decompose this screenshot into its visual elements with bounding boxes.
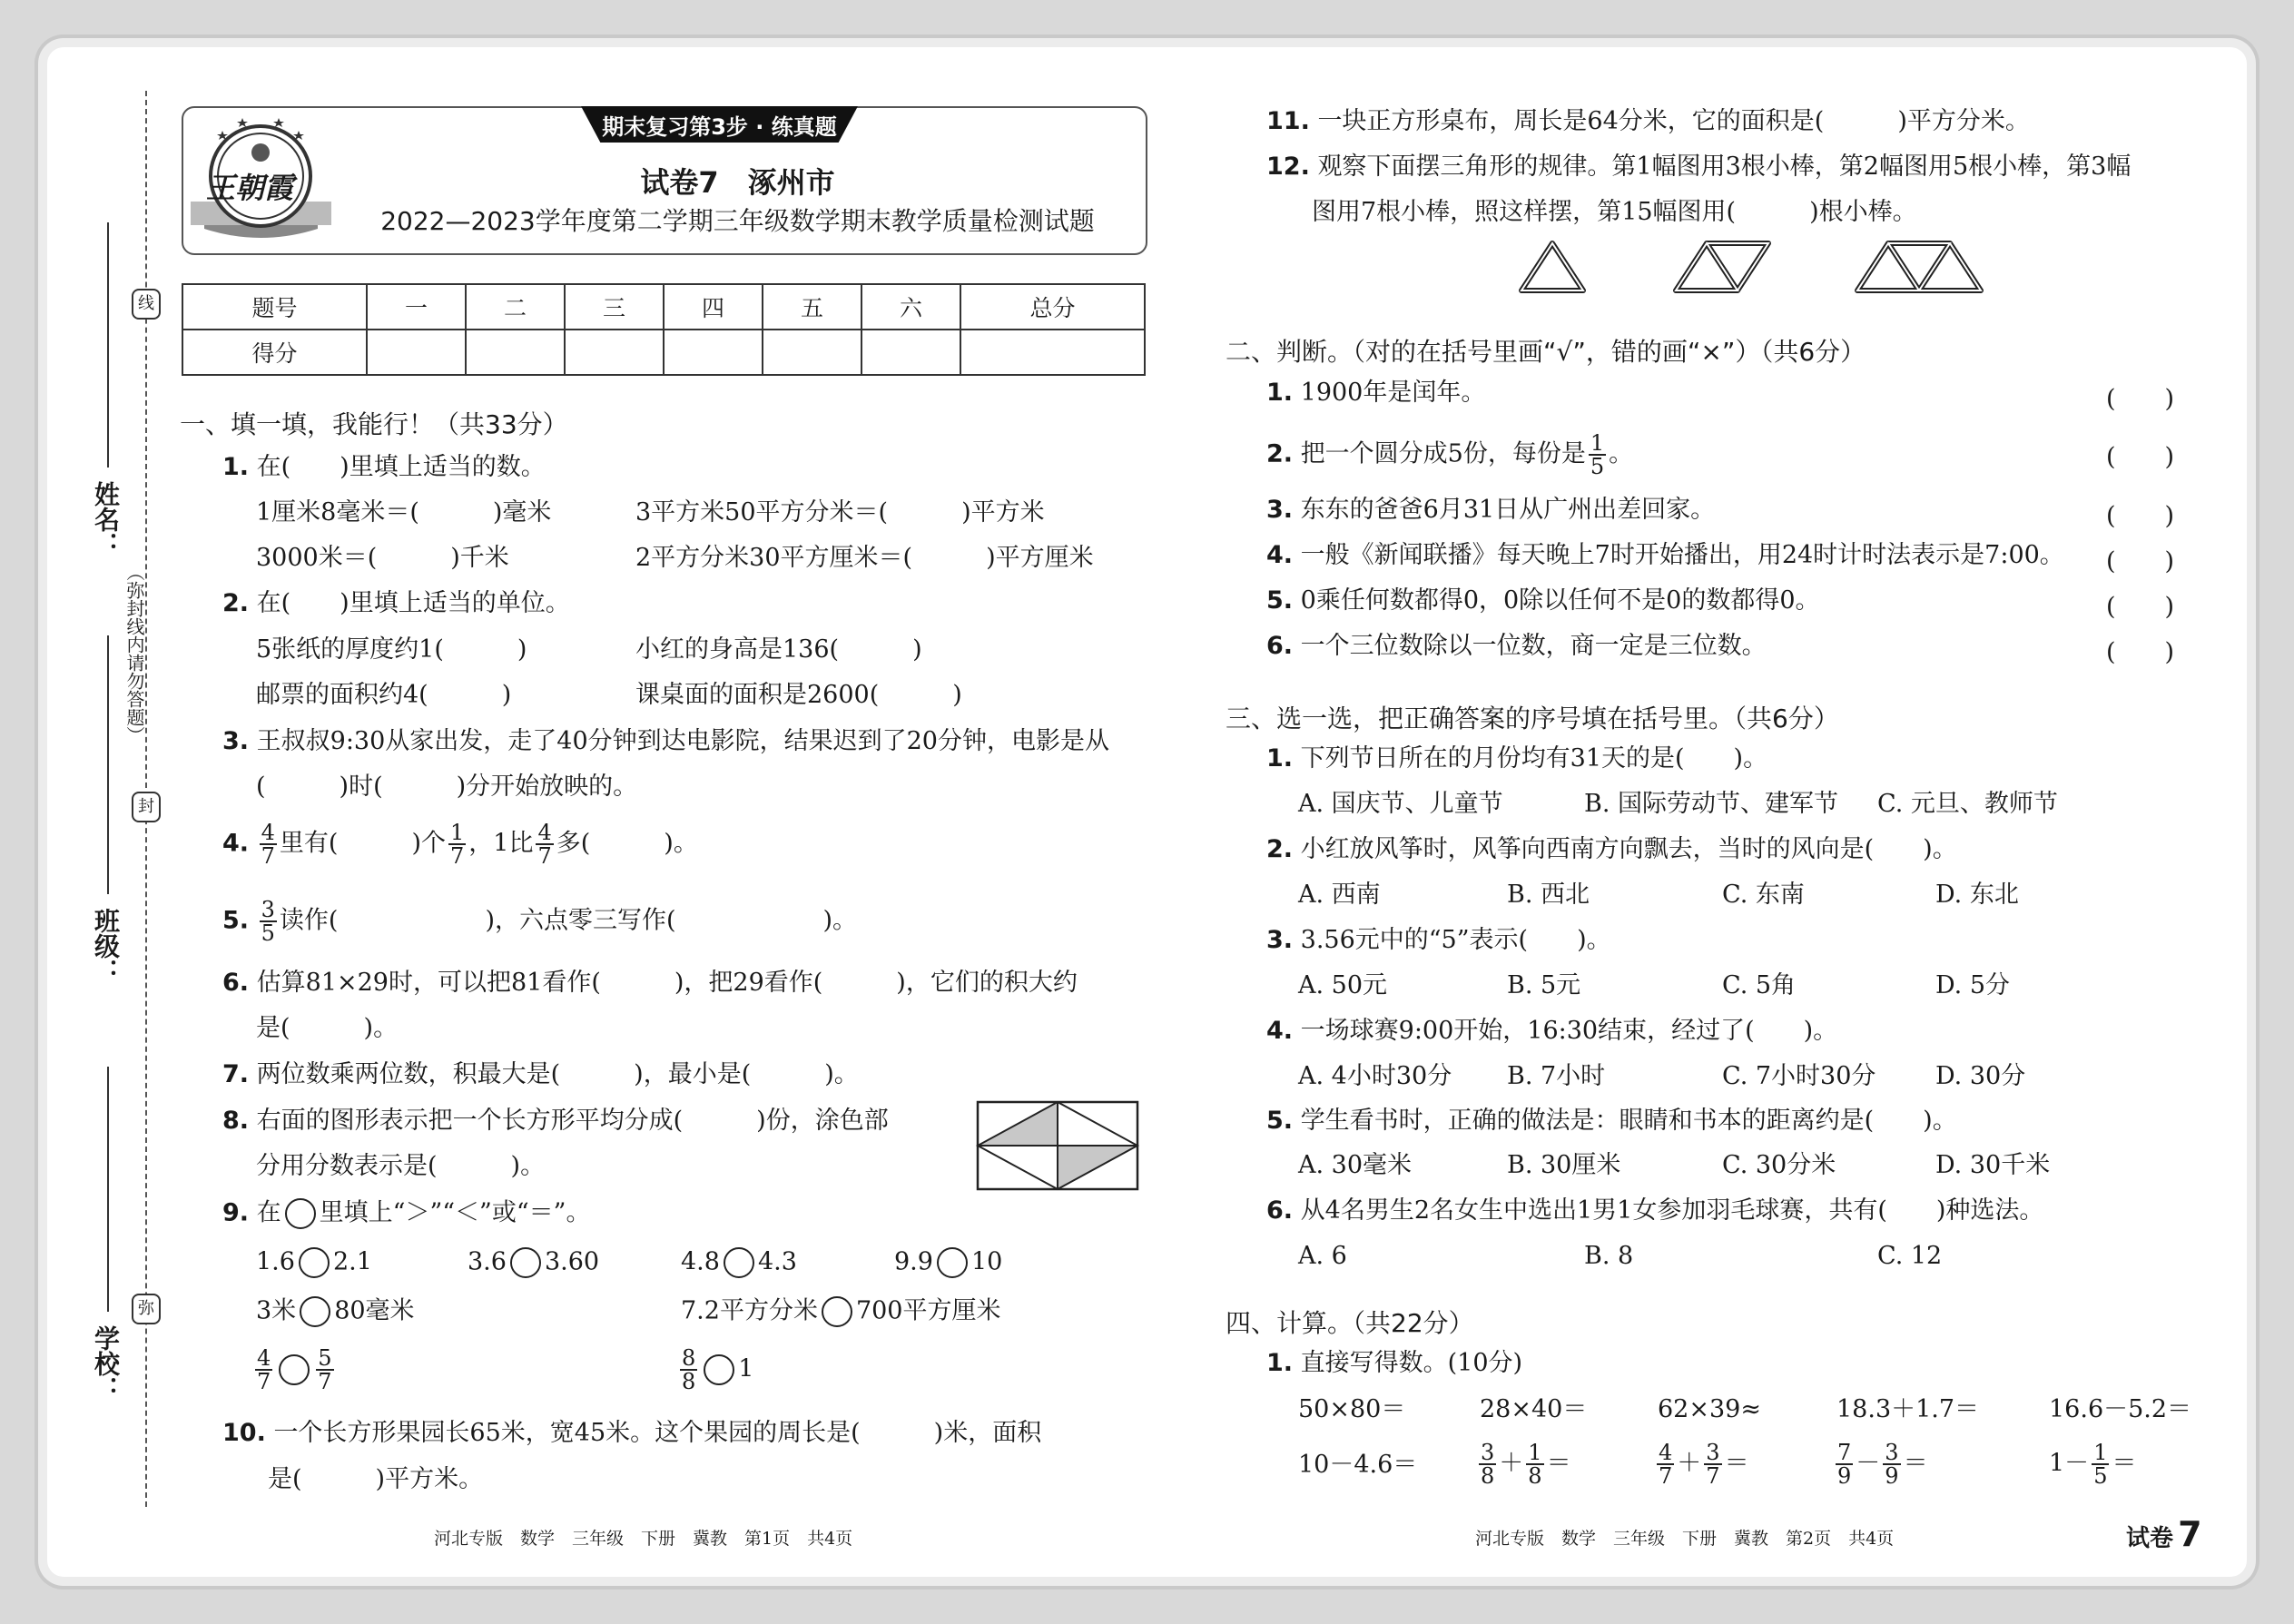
score-cell[interactable]: [763, 330, 861, 375]
q6-number: 6.: [222, 969, 250, 997]
q4-fraction-1-num: 4: [261, 820, 275, 845]
calc-item: 18.3＋1.7＝: [1836, 1395, 1980, 1423]
q2: [222, 589, 570, 618]
q4-fraction-3-den: 7: [537, 843, 552, 869]
choice-6-option-c: C. 12: [1877, 1242, 1943, 1270]
left-footer: 河北专版 数学 三年级 下册 冀教 第1页 共4页: [434, 1529, 853, 1549]
calc-fraction-num: 1: [1528, 1440, 1542, 1465]
q9-number: 9.: [222, 1198, 250, 1227]
q10-line1: 一个长方形果园长65米，宽45米。这个果园的周长是( )米，面积: [273, 1419, 1042, 1447]
q9-item-2: [468, 1247, 599, 1278]
q12-line1: 观察下面摆三角形的规律。第1幅图用3根小棒，第2幅图用5根小棒，第3幅: [1317, 153, 2132, 181]
q5-fraction-den: 5: [261, 920, 275, 946]
triangle-pattern-2: [1670, 238, 1779, 300]
calc-item: 50×80＝: [1298, 1395, 1406, 1423]
choice-3-number: 3.: [1266, 926, 1294, 954]
score-header-cell: 五: [763, 284, 861, 330]
q2-a: 5张纸的厚度约1( ): [256, 635, 527, 664]
calc-item: 10－4.6＝: [1298, 1451, 1418, 1479]
choice-1-option-c: C. 元旦、教师节: [1877, 790, 2058, 818]
q5-text: 读作( )，六点零三写作( )。: [279, 906, 858, 935]
q2-c: 邮票的面积约4( ): [256, 681, 512, 709]
q9: [222, 1198, 590, 1229]
choice-5-number: 5.: [1266, 1107, 1294, 1135]
circle-blank[interactable]: [704, 1354, 734, 1385]
school-field[interactable]: [107, 1067, 109, 1312]
brand-logo-text: 王朝霞: [206, 171, 294, 205]
circle-blank[interactable]: [937, 1247, 968, 1278]
q4-fraction-3: [536, 822, 553, 867]
q1-d: 2平方分米30平方厘米＝( )平方厘米: [635, 544, 1094, 572]
q1-text: 在( )里填上适当的数。: [256, 453, 546, 481]
calc-fraction: [1526, 1442, 1543, 1487]
q7-text: 两位数乘两位数，积最大是( )，最小是( )。: [256, 1060, 859, 1088]
choice-3-question: 3.56元中的“5”表示( )。: [1300, 926, 1611, 954]
q9-item-7-right-den: 7: [318, 1369, 332, 1394]
q12: [1266, 153, 2131, 182]
q11: [1266, 107, 2030, 136]
choice-3-option-a: A. 50元: [1298, 971, 1388, 999]
judge-2-tail: 。: [1609, 439, 1634, 468]
score-header-cell: 总分: [960, 284, 1145, 330]
q9-item-7-right: [316, 1347, 333, 1393]
calc-equals: ＝: [1546, 1449, 1571, 1478]
section-2-title: 二、判断。（对的在括号里画“√”，错的画“×”）（共6分）: [1226, 337, 1866, 367]
q9-item-7-right-num: 5: [318, 1345, 332, 1371]
page-number: 7: [2178, 1514, 2202, 1554]
calc-item: 28×40＝: [1480, 1395, 1588, 1423]
circle-blank[interactable]: [510, 1247, 541, 1278]
q9-item-4: [894, 1247, 1002, 1278]
q4-part-3: 多( )。: [556, 829, 698, 858]
school-label: 学校：: [91, 1325, 121, 1402]
calc-item-fraction: [2049, 1442, 2136, 1487]
choice-2-option-c: C. 东南: [1722, 881, 1805, 909]
class-field[interactable]: [107, 635, 109, 894]
q12-line2: 图用7根小棒，照这样摆，第15幅图用( )根小棒。: [1312, 198, 1917, 226]
q8-line2: 分用分数表示是( )。: [256, 1152, 546, 1180]
q9-item-4-left: 9.9: [894, 1247, 933, 1276]
q4-fraction-3-num: 4: [537, 820, 552, 845]
calc-fraction-den: 9: [1885, 1463, 1899, 1489]
q9-item-6-left: 7.2平方分米: [681, 1296, 818, 1325]
q9-item-5: [256, 1296, 415, 1327]
q9-item-6-right: 700平方厘米: [855, 1296, 1001, 1325]
score-cell[interactable]: [367, 330, 466, 375]
judge-6-text: 一个三位数除以一位数，商一定是三位数。: [1300, 632, 1767, 660]
score-cell[interactable]: [861, 330, 960, 375]
q5: [222, 899, 857, 944]
choice-1-option-b: B. 国际劳动节、建军节: [1584, 790, 1839, 818]
calc-operator: ＋: [1677, 1449, 1702, 1478]
score-cell[interactable]: [664, 330, 763, 375]
q10-number: 10.: [222, 1419, 266, 1447]
binding-mark-mi: 弥: [132, 1294, 161, 1324]
q9-item-7: [252, 1347, 337, 1393]
score-header-cell: 六: [861, 284, 960, 330]
q8-line1: 右面的图形表示把一个长方形平均分成( )份，涂色部: [256, 1107, 889, 1135]
judge-6-number: 6.: [1266, 632, 1294, 660]
judge-3: [1266, 496, 1715, 525]
q11-number: 11.: [1266, 107, 1310, 135]
q7: [222, 1060, 859, 1089]
q4-part-1: 里有( )个: [279, 829, 446, 858]
section-1-title: 一、填一填，我能行！（共33分）: [180, 409, 568, 439]
q2-text: 在( )里填上适当的单位。: [256, 589, 570, 617]
choice-5-question: 学生看书时，正确的做法是：眼睛和书本的距离约是( )。: [1300, 1107, 1957, 1135]
q9-text-b: 里填上“＞”“＜”或“＝”。: [319, 1198, 591, 1227]
q6-line1: 估算81×29时，可以把81看作( )，把29看作( )，它们的积大约: [256, 969, 1078, 997]
page-label-text: 试卷: [2126, 1525, 2174, 1552]
choice-6-number: 6.: [1266, 1196, 1294, 1225]
circle-blank[interactable]: [285, 1198, 316, 1229]
score-table-score-row: [182, 330, 1145, 375]
q4-fraction-1: [260, 822, 277, 867]
judge-1-number: 1.: [1266, 379, 1294, 407]
binding-mark-xian: 线: [132, 289, 161, 320]
binding-notice: （弥封线内请勿答题）: [123, 563, 145, 744]
q9-text-a: 在: [256, 1198, 281, 1227]
calc-fraction-num: 3: [1706, 1440, 1720, 1465]
q10: [222, 1419, 1041, 1448]
calc-fraction-num: 1: [2093, 1440, 2108, 1465]
banner-text: 期末复习第3步 · 练真题: [602, 114, 837, 140]
calc-item: 16.6－5.2＝: [2049, 1395, 2192, 1423]
q9-item-5-left: 3米: [256, 1296, 297, 1325]
q3-number: 3.: [222, 727, 250, 755]
name-label: 姓名：: [91, 481, 121, 557]
q9-item-1: [256, 1247, 372, 1278]
score-header-cell: 一: [367, 284, 466, 330]
calc-fraction-den: 5: [2093, 1463, 2108, 1489]
calc-operator: ＋: [1499, 1449, 1524, 1478]
class-label: 班级：: [91, 908, 121, 984]
calc-item-fraction: [1654, 1442, 1749, 1487]
q8: [222, 1107, 889, 1136]
choice-2-number: 2.: [1266, 835, 1294, 863]
q6-line2: 是( )。: [256, 1014, 399, 1042]
calc-title-number: 1.: [1266, 1349, 1294, 1377]
choice-4-option-b: B. 7小时: [1507, 1062, 1606, 1090]
q5-number: 5.: [222, 906, 250, 935]
choice-2-question: 小红放风筝时，风筝向西南方向飘去，当时的风向是( )。: [1300, 835, 1957, 863]
q9-item-3: [681, 1247, 797, 1278]
q3-line2: ( )时( )分开始放映的。: [256, 773, 638, 801]
judge-1: [1266, 379, 1485, 408]
choice-2-option-b: B. 西北: [1507, 881, 1590, 909]
judge-6-answer[interactable]: ( ): [2106, 638, 2175, 666]
q9-item-6: [681, 1296, 1001, 1327]
q9-item-7-left-num: 4: [257, 1345, 271, 1371]
q9-item-2-right: 3.60: [544, 1247, 600, 1276]
section-3-title: 三、选一选，把正确答案的序号填在括号里。（共6分）: [1226, 704, 1839, 733]
q9-item-8-right: 1: [738, 1354, 754, 1383]
calc-fraction: [1704, 1442, 1721, 1487]
q11-text: 一块正方形桌布，周长是64分米，它的面积是( )平方分米。: [1317, 107, 2030, 135]
q1-number: 1.: [222, 453, 250, 481]
calc-fraction-den: 7: [1706, 1463, 1720, 1489]
score-row-label: 得分: [182, 330, 367, 375]
score-header-cell: 题号: [182, 284, 367, 330]
score-cell[interactable]: [466, 330, 565, 375]
judge-5-answer[interactable]: ( ): [2106, 593, 2175, 621]
q1-a: 1厘米8毫米＝( )毫米: [256, 498, 552, 527]
q9-item-1-right: 2.1: [332, 1247, 372, 1276]
q9-item-8: [677, 1347, 753, 1393]
binding-vertical-line: [111, 222, 113, 1448]
q9-item-4-right: 10: [970, 1247, 1003, 1276]
calc-fraction: [1883, 1442, 1900, 1487]
calc-item-fraction: [1476, 1442, 1571, 1487]
score-cell[interactable]: [960, 330, 1145, 375]
q9-item-3-left: 4.8: [681, 1247, 720, 1276]
q5-fraction-num: 3: [261, 897, 275, 922]
choice-1-number: 1.: [1266, 744, 1294, 773]
choice-3-option-b: B. 5元: [1507, 971, 1581, 999]
judge-4-number: 4.: [1266, 541, 1294, 569]
q12-number: 12.: [1266, 153, 1310, 181]
name-field[interactable]: [107, 222, 109, 468]
calc-title-text: 直接写得数。(10分): [1300, 1349, 1523, 1377]
judge-2: [1266, 432, 1633, 477]
q9-item-8-left: [680, 1347, 697, 1393]
calc-fraction-den: 9: [1837, 1463, 1852, 1489]
judge-5-text: 0乘任何数都得0，0除以任何不是0的数都得0。: [1300, 586, 1820, 615]
circle-blank[interactable]: [822, 1296, 852, 1327]
judge-2-fraction-den: 5: [1590, 454, 1605, 479]
page-title: 试卷7 涿州市: [640, 165, 835, 200]
calc-operator: －: [1856, 1449, 1881, 1478]
calc-equals: ＝: [1724, 1449, 1749, 1478]
score-table: [182, 283, 1146, 376]
judge-2-fraction: [1589, 432, 1606, 477]
q9-item-1-left: 1.6: [256, 1247, 295, 1276]
q4: [222, 822, 698, 867]
judge-2-number: 2.: [1266, 439, 1294, 468]
judge-2-fraction-num: 1: [1590, 430, 1605, 456]
judge-2-text: 把一个圆分成5份，每份是: [1300, 439, 1586, 468]
choice-2-option-d: D. 东北: [1935, 881, 2019, 909]
q9-item-8-left-den: 8: [682, 1369, 696, 1394]
score-header-cell: 二: [466, 284, 565, 330]
choice-4-option-d: D. 30分: [1935, 1062, 2026, 1090]
choice-4-option-c: C. 7小时30分: [1722, 1062, 1876, 1090]
judge-3-text: 东东的爸爸6月31日从广州出差回家。: [1300, 496, 1716, 524]
circle-blank[interactable]: [724, 1247, 754, 1278]
calc-equals: ＝: [1903, 1449, 1928, 1478]
judge-2-answer[interactable]: ( ): [2106, 443, 2175, 471]
q7-number: 7.: [222, 1060, 250, 1088]
q4-fraction-2-den: 7: [450, 843, 465, 869]
q4-fraction-2: [448, 822, 466, 867]
calc-fraction-num: 4: [1659, 1440, 1673, 1465]
choice-5-option-d: D. 30千米: [1935, 1151, 2051, 1179]
brand-logo: [186, 111, 336, 247]
page-subtitle: 2022—2023学年度第二学期三年级数学期末教学质量检测试题: [380, 206, 1095, 236]
score-cell[interactable]: [565, 330, 664, 375]
choice-4-option-a: A. 4小时30分: [1298, 1062, 1452, 1090]
calc-fraction-den: 8: [1528, 1463, 1542, 1489]
choice-4-question: 一场球赛9:00开始，16:30结束，经过了( )。: [1300, 1017, 1838, 1045]
choice-6-option-b: B. 8: [1584, 1242, 1634, 1270]
q5-fraction: [260, 899, 277, 944]
score-header-cell: 四: [664, 284, 763, 330]
calc-fraction-num: 7: [1837, 1440, 1852, 1465]
choice-1: [1266, 744, 1767, 773]
calc-title: [1266, 1349, 1522, 1378]
calc-fraction: [1657, 1442, 1674, 1487]
choice-3-option-d: D. 5分: [1935, 971, 2011, 999]
q4-number: 4.: [222, 829, 250, 858]
choice-2: [1266, 835, 1957, 864]
judge-4-answer[interactable]: ( ): [2106, 547, 2175, 576]
calc-equals: ＝: [2112, 1449, 2137, 1478]
judge-3-answer[interactable]: ( ): [2106, 502, 2175, 530]
q1-b: 3平方米50平方分米＝( )平方米: [635, 498, 1045, 527]
circle-blank[interactable]: [279, 1354, 310, 1385]
q4-part-2: ，1比: [468, 829, 534, 858]
q1-c: 3000米＝( )千米: [256, 544, 509, 572]
q10-line2: 是( )平方米。: [268, 1465, 484, 1493]
section-4-title: 四、计算。（共22分）: [1226, 1308, 1474, 1338]
choice-3: [1266, 926, 1611, 955]
calc-item: 62×39≈: [1658, 1395, 1761, 1423]
q9-item-7-left: [255, 1347, 272, 1393]
judge-6: [1266, 632, 1767, 661]
calc-fraction-den: 7: [1659, 1463, 1673, 1489]
calc-fraction-den: 8: [1481, 1463, 1495, 1489]
choice-4-number: 4.: [1266, 1017, 1294, 1045]
choice-1-question: 下列节日所在的月份均有31天的是( )。: [1300, 744, 1768, 773]
q3-line1: 王叔叔9:30从家出发，走了40分钟到达电影院，结果迟到了20分钟，电影是从: [256, 727, 1109, 755]
calc-fraction: [2092, 1442, 2109, 1487]
q2-number: 2.: [222, 589, 250, 617]
q4-fraction-2-num: 1: [450, 820, 465, 845]
judge-3-number: 3.: [1266, 496, 1294, 524]
calc-prefix: 1－: [2049, 1449, 2090, 1478]
choice-5-option-c: C. 30分米: [1722, 1151, 1836, 1179]
choice-5: [1266, 1107, 1957, 1136]
choice-6-option-a: A. 6: [1298, 1242, 1347, 1270]
choice-5-option-a: A. 30毫米: [1298, 1151, 1413, 1179]
choice-6-question: 从4名男生2名女生中选出1男1女参加羽毛球赛，共有( )种选法。: [1300, 1196, 2044, 1225]
q1: [222, 453, 546, 482]
circle-blank[interactable]: [300, 1296, 330, 1327]
calc-fraction-num: 3: [1481, 1440, 1495, 1465]
judge-5: [1266, 586, 1820, 615]
q9-item-8-left-num: 8: [682, 1345, 696, 1371]
judge-4-text: 一般《新闻联播》每天晚上7时开始播出，用24时计时法表示是7:00。: [1300, 541, 2064, 569]
q8-rectangle-figure: [976, 1100, 1139, 1195]
choice-1-option-a: A. 国庆节、儿童节: [1298, 790, 1503, 818]
choice-2-option-a: A. 西南: [1298, 881, 1381, 909]
q9-item-2-left: 3.6: [468, 1247, 507, 1276]
q9-item-7-left-den: 7: [257, 1369, 271, 1394]
score-table-header-row: [182, 284, 1145, 330]
q8-number: 8.: [222, 1107, 250, 1135]
triangle-pattern-1: [1516, 238, 1589, 300]
choice-5-option-b: B. 30厘米: [1507, 1151, 1621, 1179]
q9-item-5-right: 80毫米: [334, 1296, 415, 1325]
circle-blank[interactable]: [299, 1247, 330, 1278]
calc-item-fraction: [1833, 1442, 1928, 1487]
q4-fraction-1-den: 7: [261, 843, 275, 869]
q9-item-3-right: 4.3: [757, 1247, 797, 1276]
choice-6: [1266, 1196, 2043, 1225]
choice-4: [1266, 1017, 1837, 1046]
judge-5-number: 5.: [1266, 586, 1294, 615]
triangle-pattern-3: [1852, 238, 1993, 300]
calc-fraction: [1479, 1442, 1496, 1487]
q3: [222, 727, 1109, 756]
q2-d: 课桌面的面积是2600( ): [635, 681, 962, 709]
choice-3-option-c: C. 5角: [1722, 971, 1797, 999]
q2-b: 小红的身高是136( ): [635, 635, 922, 664]
calc-fraction: [1836, 1442, 1853, 1487]
right-footer: 河北专版 数学 三年级 下册 冀教 第2页 共4页: [1475, 1529, 1895, 1549]
judge-1-answer[interactable]: ( ): [2106, 385, 2175, 413]
page-label: [2126, 1514, 2202, 1554]
binding-mark-feng: 封: [132, 792, 161, 822]
judge-1-text: 1900年是闰年。: [1300, 379, 1486, 407]
calc-fraction-num: 3: [1885, 1440, 1899, 1465]
judge-4: [1266, 541, 2064, 570]
q6: [222, 969, 1078, 998]
score-header-cell: 三: [565, 284, 664, 330]
